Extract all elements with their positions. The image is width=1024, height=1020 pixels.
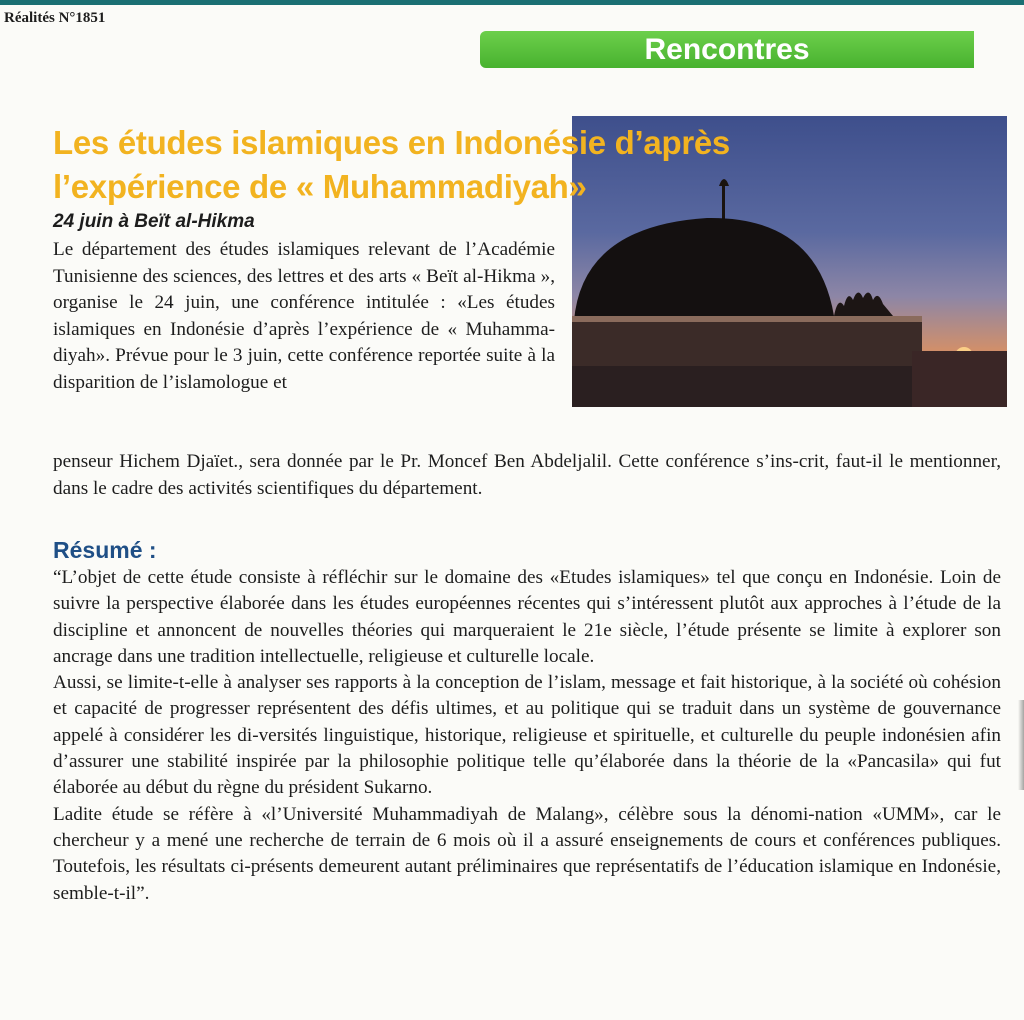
article-title-line1: Les études islamiques en Indonésie d’après (53, 124, 730, 161)
top-border (0, 0, 1024, 5)
resume-paragraph: Ladite étude se réfère à «l’Université Muhammadiyah de Malang», célèbre sous la dénomi-nation «UMM», car le chercheur y a mené une recherche de terrain de 6 mois où il a assuré enseignements de cours et conférences publiques. Toutefois, les résultats ci-présents demeurent autant préliminaires que représentatifs de l’éducation islamique en Indonésie, semble-t-il”. (53, 803, 1001, 904)
resume-heading: Résumé : (53, 537, 157, 563)
article-title (53, 121, 730, 209)
article-title-line2: l’expérience de « Muhammadiyah» (53, 168, 587, 205)
resume-paragraph: “L’objet de cette étude consiste à réfléchir sur le domaine des «Etudes islamiques» tel que conçu en Indonésie. Loin de suivre la perspective élaborée dans les études européennes récentes qui s’intéressent plutôt aux approches à l’étude de la discipline et annoncent de nouvelles théories qui marqueraient le 21e siècle, l’étude présente se limite à explorer son ancrage dans une tradition intellectuelle, religieuse et culturelle locale. (53, 567, 1001, 667)
page-edge-shadow (1018, 700, 1024, 790)
intro-column-text: Le département des études islamiques relevant de l’Académie Tunisienne des sciences, des lettres et des arts « Beït al-Hikma », organise le 24 juin, une conférence intitulée : «Les études islamiques en Indonésie d’après l’expérience de « Muhamma-diyah». Prévue pour le 3 juin, cette conférence reportée suite à la disparition de l’islamologue et (53, 239, 555, 393)
section-banner: Rencontres (480, 31, 974, 68)
issue-number: Réalités N°1851 (4, 10, 106, 26)
resume-paragraph: Aussi, se limite-t-elle à analyser ses rapports à la conception de l’islam, message et fait historique, à la société où cohésion et capacité de progresser représentent des défis ultimes, et au politique qui se traduit dans un système de gouvernance appelé à considérer les di-versités linguistique, historique, religieuse et spirituelle, et culturelle du peuple indonésien afin d’assurer une stabilité inspirée par la philosophie politique telle qu’élaborée dans la théorie de la «Pancasila» qui fut élaborée au début du règne du président Sukarno. (53, 672, 1001, 799)
resume-body (53, 565, 1001, 907)
event-date: 24 juin à Beït al-Hikma (53, 211, 255, 232)
intro-full-width-text: penseur Hichem Djaïet., sera donnée par le Pr. Moncef Ben Abdeljalil. Cette conférence s’ins-crit, faut-il le mentionner, dans le cadre des activités scientifiques du département. (53, 451, 1001, 499)
